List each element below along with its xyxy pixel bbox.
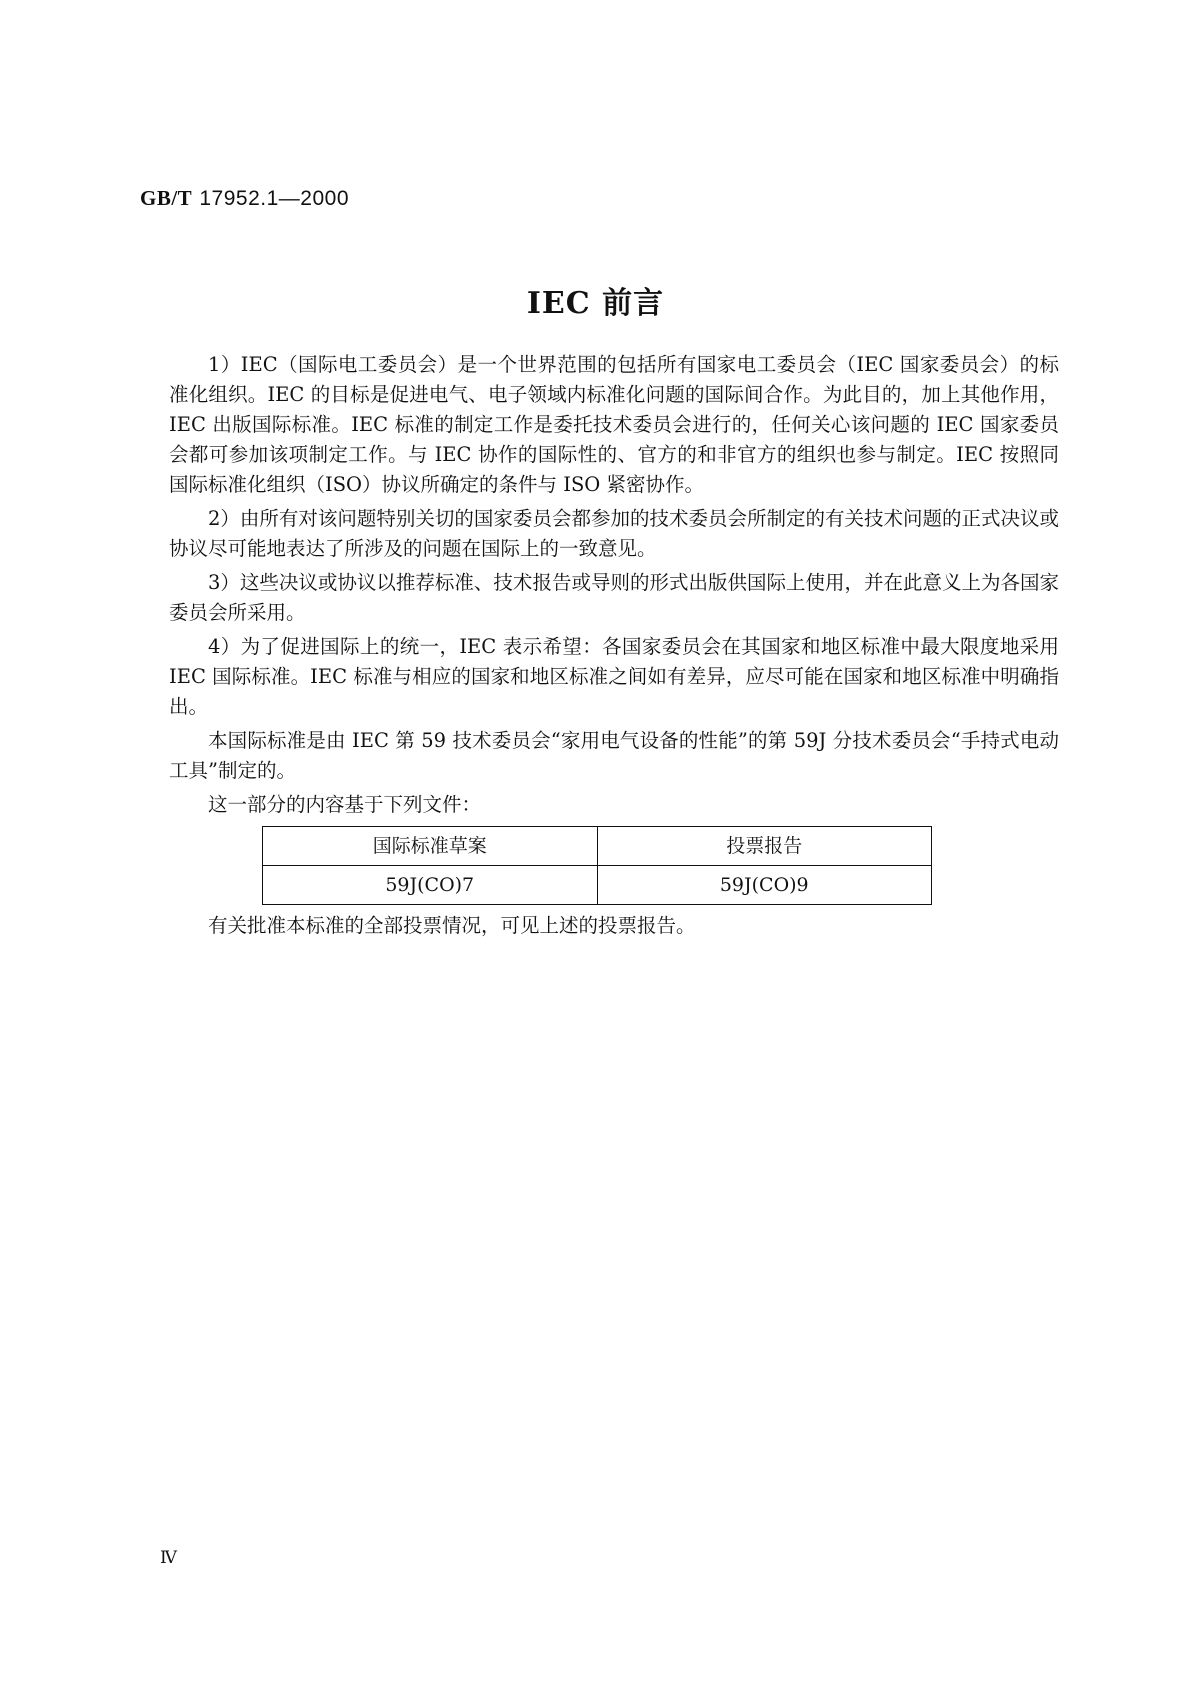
table-cell: 59J(CO)9 <box>597 866 932 905</box>
closing-paragraph: 有关批准本标准的全部投票情况，可见上述的投票报告。 <box>208 914 696 937</box>
table-header-cell: 投票报告 <box>597 827 932 866</box>
table-header-cell: 国际标准草案 <box>263 827 598 866</box>
paragraph-2: 2）由所有对该问题特别关切的国家委员会都参加的技术委员会所制定的有关技术问题的正式决议或协议尽可能地表达了所涉及的问题在国际上的一致意见。 <box>169 507 1059 560</box>
paragraph-3: 3）这些决议或协议以推荐标准、技术报告或导则的形式出版供国际上使用，并在此意义上为各国家委员会所采用。 <box>169 571 1059 624</box>
paragraph-5: 本国际标准是由 IEC 第 59 技术委员会“家用电气设备的性能”的第 59J 分技术委员会“手持式电动工具”制定的。 <box>169 729 1059 782</box>
documents-table <box>262 826 932 905</box>
standard-code-prefix: GB/T <box>140 186 193 210</box>
standard-code-number: 17952.1—2000 <box>199 187 350 210</box>
paragraph-1: 1）IEC（国际电工委员会）是一个世界范围的包括所有国家电工委员会（IEC 国家委员会）的标准化组织。IEC 的目标是促进电气、电子领域内标准化问题的国际间合作。为此目的，加上其他作用，IEC 出版国际标准。IEC 标准的制定工作是委托技术委员会进行的，任何关心该问题的 IEC 国家委员会都可参加该项制定工作。与 IEC 协作的国际性的、官方的和非官方的组织也参与制定。IEC 按照同国际标准化组织（ISO）协议所确定的条件与 ISO 紧密协作。 <box>169 353 1059 496</box>
standard-code <box>140 186 349 211</box>
paragraph-4: 4）为了促进国际上的统一，IEC 表示希望：各国家委员会在其国家和地区标准中最大限度地采用 IEC 国际标准。IEC 标准与相应的国家和地区标准之间如有差异，应尽可能在国家和地区标准中明确指出。 <box>169 635 1059 718</box>
document-body <box>169 350 1059 945</box>
page-title: IEC 前言 <box>526 286 665 321</box>
page-number: Ⅳ <box>160 1548 177 1568</box>
table-row <box>263 866 932 905</box>
table-cell: 59J(CO)7 <box>263 866 598 905</box>
table-header-row <box>263 827 932 866</box>
paragraph-6: 这一部分的内容基于下列文件： <box>208 793 482 816</box>
